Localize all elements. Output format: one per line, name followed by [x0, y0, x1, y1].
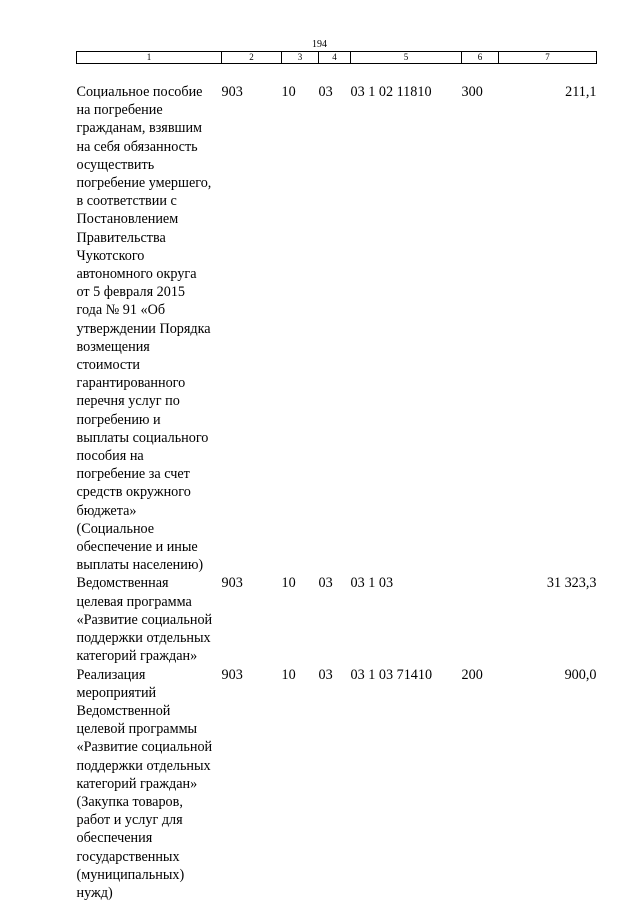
column-header-5: 5	[351, 52, 462, 64]
target-article-cell: 03 1 02 11810	[350, 84, 432, 100]
item-name-line: гражданам, взявшим	[76, 120, 203, 137]
column-header-7: 7	[499, 52, 597, 64]
section-code-cell: 10	[281, 666, 296, 683]
item-name-line: категорий граждан»	[76, 775, 198, 792]
table-body	[77, 64, 597, 903]
item-name-line: «Развитие социальной	[76, 739, 213, 756]
ministry-code-cell: 903	[221, 84, 243, 100]
item-name-line: выплаты населению)	[76, 557, 204, 574]
item-name-line: бюджета»	[76, 502, 137, 519]
subsection-code-cell: 03	[318, 575, 333, 592]
column-header-6: 6	[462, 52, 499, 64]
target-article-cell: 03 1 03 71410	[350, 666, 433, 683]
item-name-line: (Закупка товаров,	[76, 793, 183, 810]
item-name-line: на себя обязанность	[76, 138, 198, 155]
item-name-line: государственных	[76, 848, 180, 865]
budget-table	[76, 51, 597, 902]
item-name-line: перечня услуг по	[76, 393, 180, 410]
item-name-line: поддержки отдельных	[76, 757, 211, 774]
column-header-4: 4	[319, 52, 351, 64]
item-name-line: Социальное пособие	[76, 84, 203, 100]
item-name-line: поддержки отдельных	[76, 630, 211, 647]
item-name-line: целевая программа	[76, 593, 192, 610]
item-name-line: погребение за счет	[76, 466, 190, 483]
item-name-line: года № 91 «Об	[76, 302, 166, 319]
item-name-line: погребению и	[76, 411, 161, 428]
item-name-line: Постановлением	[76, 211, 179, 228]
item-name-line: (муниципальных)	[76, 866, 185, 883]
item-name-line: (Социальное	[76, 520, 155, 537]
ministry-code-cell: 903	[221, 575, 243, 592]
amount-cell: 31 323,3	[546, 575, 597, 592]
item-name-line: осуществить	[76, 156, 155, 173]
item-name-cell	[77, 574, 222, 665]
item-name-line: возмещения	[76, 338, 150, 355]
table-row	[77, 64, 597, 575]
subsection-code-cell: 03	[318, 666, 333, 683]
item-name-line: в соответствии с	[76, 193, 177, 210]
section-code-cell: 10	[281, 84, 296, 100]
amount-cell: 900,0	[564, 666, 597, 683]
item-name-cell	[77, 64, 222, 575]
item-name-line: категорий граждан»	[76, 648, 198, 665]
item-name-line: погребение умершего,	[76, 175, 212, 192]
subsection-code-cell: 03	[318, 84, 333, 100]
column-number-header-row	[77, 52, 597, 64]
column-header-1: 1	[77, 52, 222, 64]
item-name-line: утверждении Порядка	[76, 320, 211, 337]
item-name-line: Правительства	[76, 229, 166, 246]
item-name-line: «Развитие социальной	[76, 611, 213, 628]
item-name-cell	[77, 666, 222, 903]
item-name-line: мероприятий	[76, 684, 157, 701]
table-row	[77, 574, 597, 665]
column-header-3: 3	[282, 52, 319, 64]
item-name-line: выплаты социального	[76, 429, 209, 446]
amount-cell: 211,1	[565, 84, 597, 100]
item-name-line: на погребение	[76, 102, 163, 119]
item-name-line: Реализация	[76, 666, 146, 683]
section-code-cell: 10	[281, 575, 296, 592]
item-name-line: гарантированного	[76, 375, 186, 392]
item-name-line: обеспечение и иные	[76, 539, 198, 556]
target-article-cell: 03 1 03	[350, 575, 394, 592]
expense-type-cell	[462, 574, 499, 665]
item-name-line: целевой программы	[76, 721, 198, 738]
item-name-line: нужд)	[76, 884, 113, 901]
table-row	[77, 666, 597, 903]
expense-type-cell: 200	[461, 666, 483, 683]
page-number: 194	[312, 39, 327, 50]
item-name-line: Ведомственной	[76, 702, 171, 719]
expense-type-cell: 300	[461, 84, 483, 100]
column-header-2: 2	[222, 52, 282, 64]
item-name-line: работ и услуг для	[76, 812, 183, 829]
item-name-line: пособия на	[76, 448, 144, 465]
item-name-line: автономного округа	[76, 266, 197, 283]
item-name-line: Чукотского	[76, 247, 145, 264]
item-name-line: от 5 февраля 2015	[76, 284, 186, 301]
item-name-line: обеспечения	[76, 830, 153, 847]
ministry-code-cell: 903	[221, 666, 243, 683]
item-name-line: средств окружного	[76, 484, 191, 501]
item-name-line: Ведомственная	[76, 575, 169, 592]
item-name-line: стоимости	[76, 357, 141, 374]
